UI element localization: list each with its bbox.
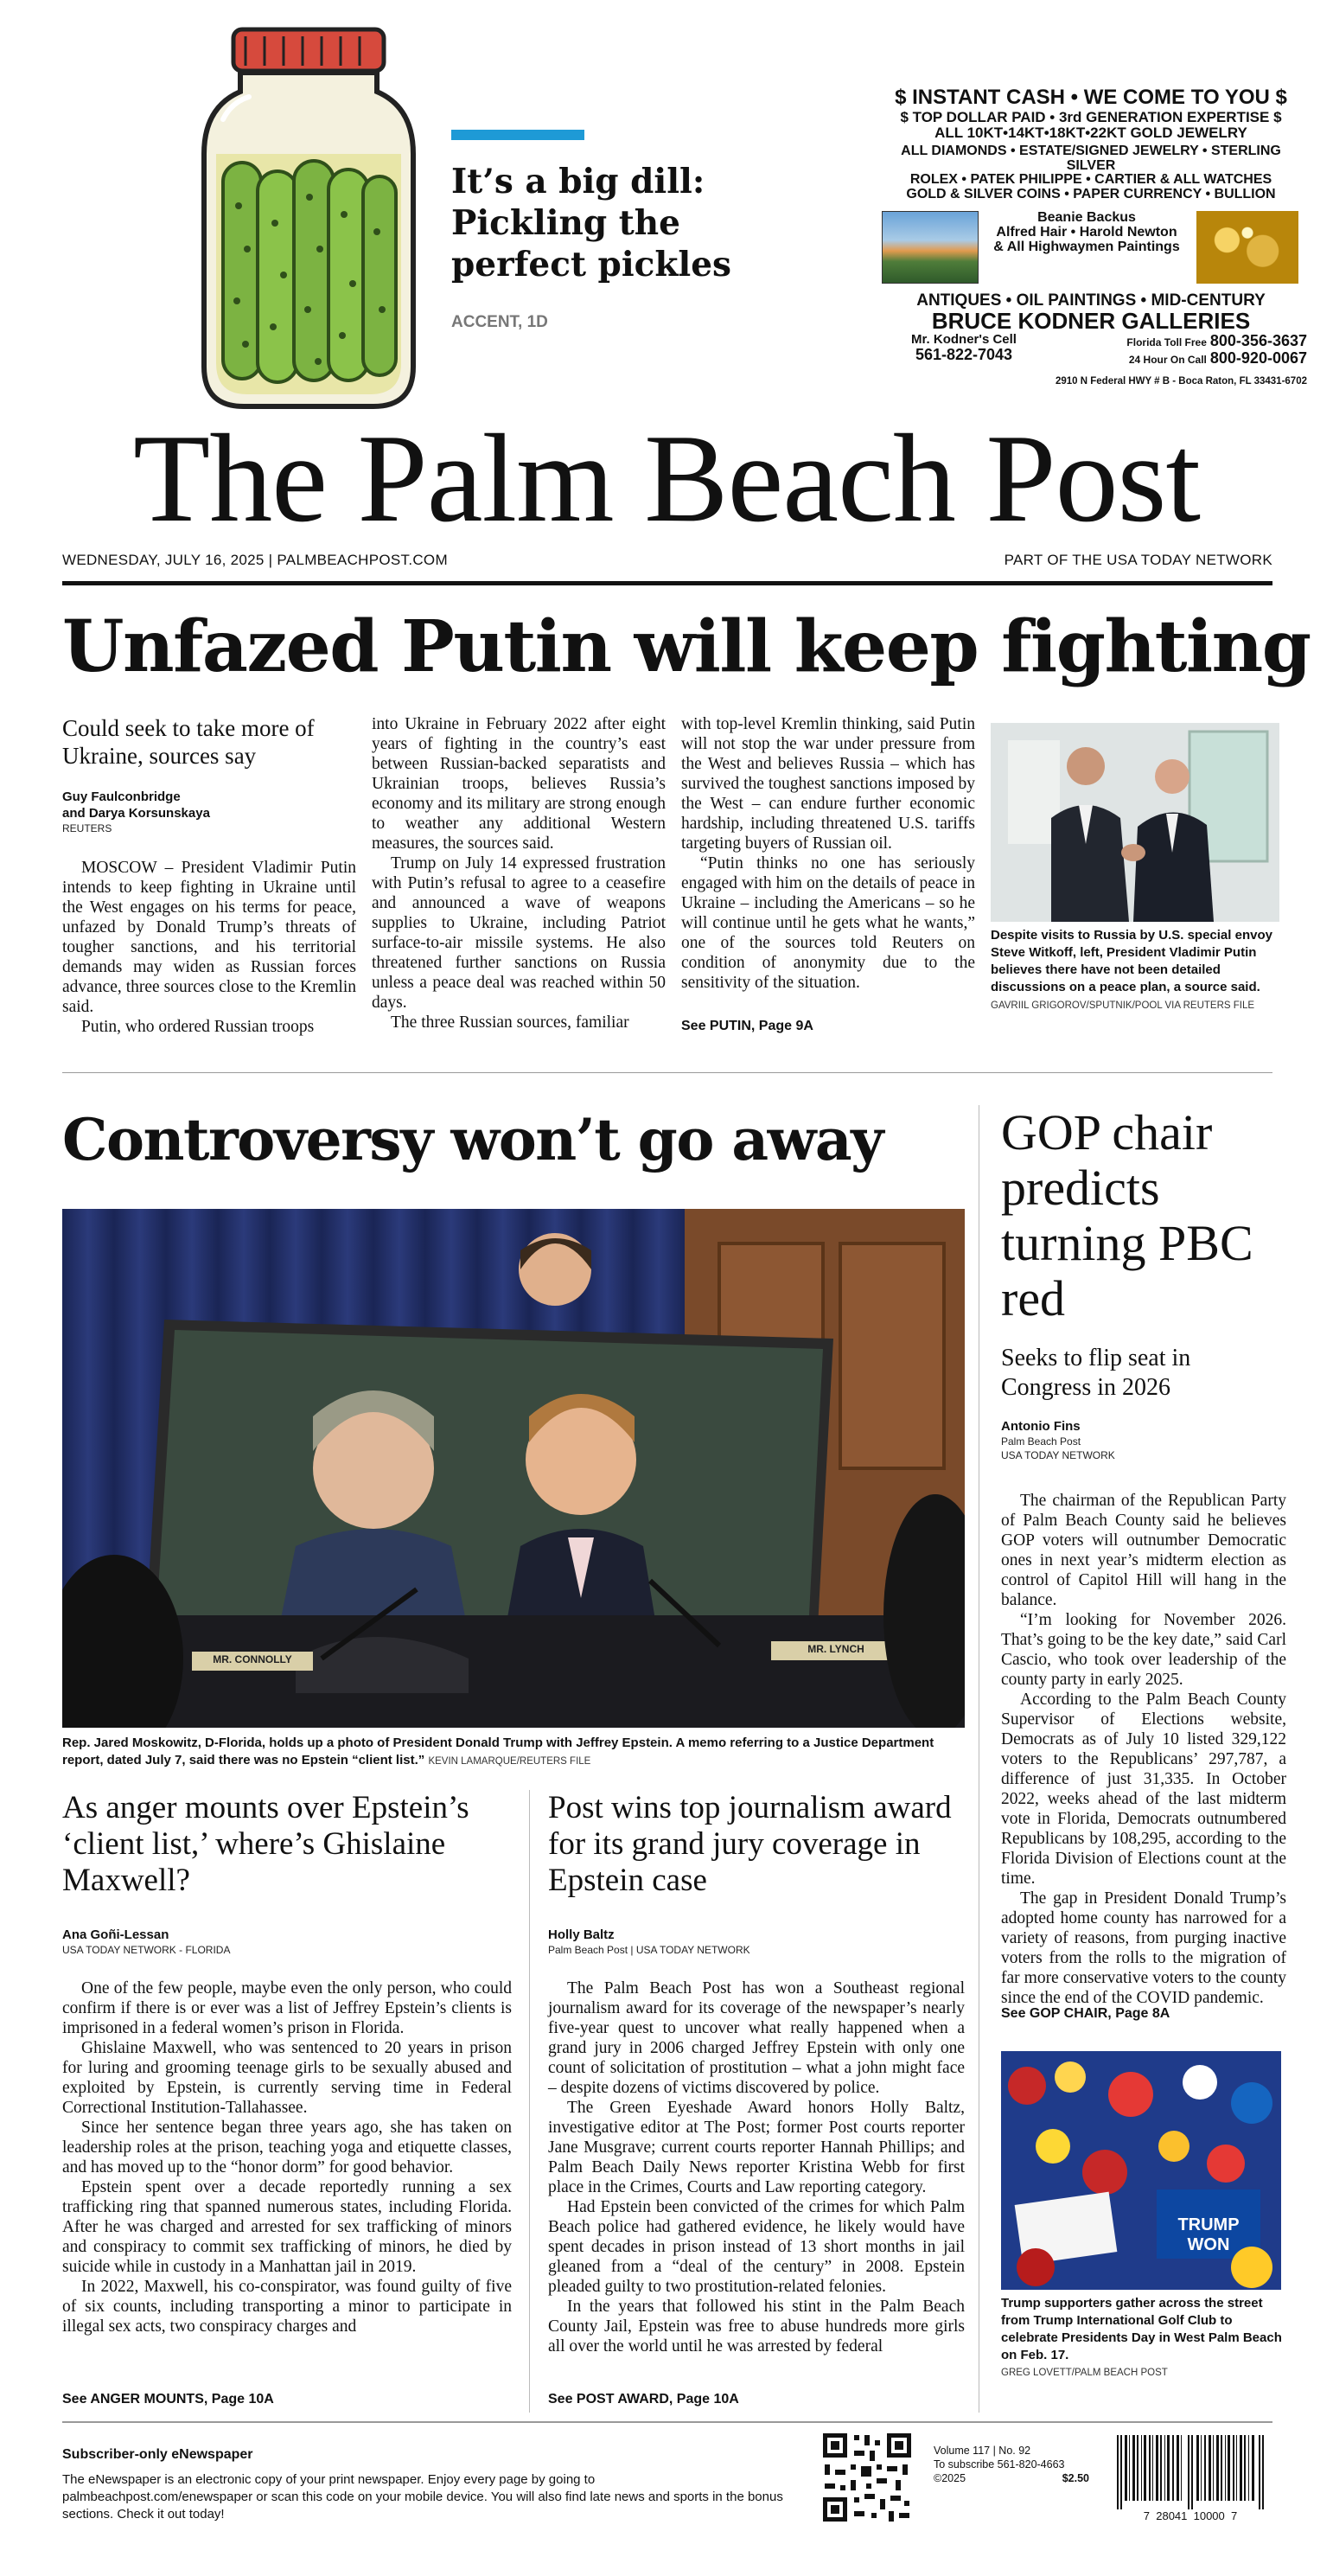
masthead-rule <box>62 581 1272 585</box>
putin-col1-p1: MOSCOW – President Vladimir Putin intends to keep fighting in Ukraine until the West engages on his terms for peace, unfazed by Donald Trump’s threats of tougher sanctions, and his territorial demands may widen as Russian forces advance, three sources close to the Kremlin said. <box>62 859 356 1016</box>
award-p2: The Green Eyeshade Award honors Holly Baltz, investigative editor at The Post; former Post courts reporter Jane Musgrave; current courts reporter Hannah Phillips; and Palm Beach Daily News reporter Kristina Webb for first place in the Crimes, Courts and Law reporting category. <box>548 2099 965 2196</box>
ad-line-1: $ INSTANT CASH • WE COME TO YOU $ <box>895 86 1287 109</box>
ad-kodner[interactable] <box>875 86 1307 385</box>
gop-photo-caption <box>1001 2295 1286 2381</box>
award-p4: In the years that followed his stint in the Palm Beach County Jail, Epstein was free to abuse hundreds more girls all over the world until he was arrested by federal <box>548 2298 965 2355</box>
ad-line-5: ROLEX • PATEK PHILIPPE • CARTIER & ALL WATCHES <box>909 172 1272 188</box>
pickle-jar-illustration <box>197 24 420 412</box>
gop-photo-credit: GREG LOVETT/PALM BEACH POST <box>1001 2368 1168 2378</box>
maxwell-p1: One of the few people, maybe even the only person, who could confirm if there is or ever was a list of Jeffrey Epstein’s clients is imprisoned in a federal women’s prison in Florida. <box>62 1979 512 2037</box>
gop-p4: The gap in President Donald Trump’s adopted home county has narrowed for a variety of reasons, from purging inactive voters from the rolls to the migration of far more conservative voters to the county since the end of the COVID pandemic. <box>1001 1889 1286 2007</box>
epstein-photo-credit: KEVIN LAMARQUE/REUTERS FILE <box>428 1756 591 1767</box>
maxwell-p3: Since her sentence began three years ago, she has taken on leadership roles at the prison, teaching yoga and etiquette classes, and has moved up to the “honor dorm” for good behavior. <box>62 2119 512 2176</box>
epstein-hearing-photo <box>62 1209 965 1728</box>
ad-tollfree-label: Florida Toll Free <box>1126 336 1207 349</box>
gop-p2: “I’m looking for November 2026. That’s going to be the key date,” said Carl Cascio, who took over leadership of the county party in early 2025. <box>1001 1611 1286 1689</box>
epstein-headline[interactable]: Controversy won’t go away <box>62 1106 883 1173</box>
award-org: Palm Beach Post | USA TODAY NETWORK <box>548 1944 750 1956</box>
putin-col2-p1: into Ukraine in February 2022 after eight years of fighting in the country’s east between Russian-backed separatists and Ukrainian troops, believes Russia’s economy and its military are strong enough to weather any additional Western measures, the sources said. <box>372 715 666 853</box>
putin-col1-p2: Putin, who ordered Russian troops <box>81 1018 315 1036</box>
masthead-dateline: WEDNESDAY, JULY 16, 2025 | PALMBEACHPOST.COM <box>62 552 448 568</box>
award-headline[interactable]: Post wins top journalism award for its grand jury coverage in Epstein case <box>548 1790 952 1898</box>
maxwell-org: USA TODAY NETWORK - FLORIDA <box>62 1944 231 1956</box>
award-body <box>548 1978 965 2356</box>
masthead-title[interactable]: The Palm Beach Post <box>133 408 1200 548</box>
ad-artists-1: Beanie Backus <box>1037 210 1136 226</box>
putin-headline[interactable]: Unfazed Putin will keep fighting <box>62 605 1311 688</box>
putin-col-2 <box>372 714 666 1032</box>
award-p3: Had Epstein been convicted of the crimes for which Palm Beach police had gathered evidence, he likely would have spent decades in prison instead of 13 short months in jail gleaned from a “deal of the century” in 2008. Epstein pleaded guilty to two prostitution-related felonies. <box>548 2198 965 2296</box>
gop-p3: According to the Palm Beach County Supervisor of Elections website, Democrats as of July 10 listed 329,122 voters to the Republicans’ 297,787, a difference of just 31,335. In October 2022, weeks ahead of the last midterm vote in Florida, Democrats outnumbered Republicans by 108,295, according to the Florida Division of Elections count at the time. <box>1001 1691 1286 1888</box>
promo-headline[interactable]: It’s a big dill: Pickling the perfect pickles <box>451 162 731 284</box>
ad-line-2: $ TOP DOLLAR PAID • 3rd GENERATION EXPERTISE $ <box>900 109 1282 126</box>
putin-col2-p2: Trump on July 14 expressed frustration with Putin’s refusal to agree to a ceasefire and announced a wave of weapons supplies to Ukraine, including Patriot surface-to-air missile systems. He also threatened further sanctions on Russia unless a peace deal was reached within 50 days. <box>372 854 666 1012</box>
footer-copyright: ©2025 <box>934 2472 966 2484</box>
gop-org-1: Palm Beach Post <box>1001 1435 1081 1448</box>
putin-caption-text: Despite visits to Russia by U.S. special envoy Steve Witkoff, left, President Vladimir Putin believes there have not been detailed discussions on a peace plan, a source said. <box>991 928 1272 994</box>
maxwell-jump-link[interactable]: See ANGER MOUNTS, Page 10A <box>62 2392 274 2407</box>
putin-subhead: Could seek to take more of Ukraine, sources say <box>62 715 315 769</box>
epstein-caption-text: Rep. Jared Moskowitz, D-Florida, holds up a photo of President Donald Trump with Jeffrey Epstein. A memo referring to a Justice Department report, dated July 7, said there was no Epstein “client list.” <box>62 1735 934 1767</box>
enews-title: Subscriber-only eNewspaper <box>62 2447 253 2462</box>
trump-supporters-photo <box>1001 2051 1281 2290</box>
footer-volume: Volume 117 | No. 92 <box>934 2445 1031 2457</box>
putin-author-1: Guy Faulconbridge <box>62 789 181 804</box>
putin-witkoff-photo <box>991 723 1279 922</box>
ad-oncall-number[interactable]: 800-920-0067 <box>1209 349 1307 368</box>
ad-gallery-name: BRUCE KODNER GALLERIES <box>931 308 1251 334</box>
ad-artists-3: & All Highwaymen Paintings <box>993 239 1180 254</box>
ad-cell-number[interactable]: 561-822-7043 <box>915 346 1013 364</box>
footer-subscribe[interactable]: To subscribe 561-820-4663 <box>934 2458 1065 2471</box>
enews-qr-code[interactable] <box>820 2430 915 2525</box>
maxwell-p4: Epstein spent over a decade reportedly running a sex trafficking ring that spanned numerous states, including Florida. After he was charged and arrested for sex trafficking of minors and conspiracy to commit sex trafficking of minors, he died by suicide while in custody in a Manhattan jail in 2019. <box>62 2178 512 2276</box>
award-jump-link[interactable]: See POST AWARD, Page 10A <box>548 2392 739 2407</box>
column-divider-1 <box>529 1790 530 2413</box>
putin-author-2: and Darya Korsunskaya <box>62 806 210 821</box>
putin-jump-link[interactable]: See PUTIN, Page 9A <box>681 1019 813 1033</box>
award-p1: The Palm Beach Post has won a Southeast regional journalism award for its coverage of the newspaper’s nearly five-year quest to uncover what really happened when a grand jury in 2006 charged Jeffrey Epstein with only one count of solicitation of prostitution – what a john might face – despite dozens of victims discovered by police. <box>548 1979 965 2097</box>
ad-cell-label: Mr. Kodner's Cell <box>911 332 1017 348</box>
ad-painting-image <box>882 211 979 284</box>
gop-author: Antonio Fins <box>1001 1419 1081 1434</box>
footer-rule <box>62 2421 1272 2423</box>
nameplate-connolly: MR. CONNOLLY <box>213 1653 292 1665</box>
putin-col-3 <box>681 714 975 993</box>
ad-oncall-label: 24 Hour On Call <box>1128 354 1207 367</box>
putin-col3-p1: with top-level Kremlin thinking, said Putin will not stop the war under pressure from the West and believes Russia – which has survived the toughest sanctions imposed by the West – can endure further economic hardship, including threatened U.S. tariffs targeting buyers of Russian oil. <box>681 715 975 853</box>
ad-jewelry-image <box>1196 211 1298 284</box>
gop-org-2: USA TODAY NETWORK <box>1001 1449 1115 1461</box>
putin-col2-p3: The three Russian sources, familiar <box>391 1013 629 1032</box>
maxwell-author: Ana Goñi-Lessan <box>62 1927 169 1942</box>
supporters-sign-text: TRUMP WON <box>1177 2215 1240 2254</box>
enews-text: The eNewspaper is an electronic copy of your print newspaper. Enjoy every page by going to palmbeachpost.com/enewspaper or scan this code on your mobile device. You will also find late news and sports in the bonus sections. Check it out today! <box>62 2472 783 2522</box>
gop-caption-text: Trump supporters gather across the street from Trump International Golf Club to celebrate Presidents Day in West Palm Beach on Feb. 17. <box>1001 2296 1282 2362</box>
putin-col-1 <box>62 858 356 1037</box>
nameplate-lynch: MR. LYNCH <box>807 1643 864 1655</box>
putin-col3-p2: “Putin thinks no one has seriously engaged with him on the details of peace in Ukraine – including the Americans – so he will continue until he gets what he wants,” one of the sources told Reuters on condition of anonymity due to the sensitivity of the situation. <box>681 854 975 992</box>
ad-artists-2: Alfred Hair • Harold Newton <box>996 224 1177 240</box>
putin-section-divider <box>62 1072 1272 1073</box>
putin-org: REUTERS <box>62 822 112 834</box>
award-author: Holly Baltz <box>548 1927 615 1942</box>
gop-body <box>1001 1491 1286 2008</box>
ad-tollfree-number[interactable]: 800-356-3637 <box>1209 332 1307 350</box>
putin-photo-credit: GAVRIIL GRIGOROV/SPUTNIK/POOL VIA REUTERS FILE <box>991 1000 1255 1011</box>
ad-line-7: ANTIQUES • OIL PAINTINGS • MID-CENTURY <box>916 291 1266 310</box>
ad-line-4: ALL DIAMONDS • ESTATE/SIGNED JEWELRY • STERLING SILVER <box>901 143 1281 173</box>
maxwell-p5: In 2022, Maxwell, his co-conspirator, was found guilty of five of six counts, including transporting a minor to participate in illegal sex acts, two conspiracy charges and <box>62 2278 512 2336</box>
upc-barcode <box>1108 2435 1272 2525</box>
epstein-photo-caption <box>62 1735 965 1770</box>
barcode-digits: 7 28041 10000 7 <box>1143 2509 1238 2522</box>
putin-photo-caption <box>991 927 1279 1014</box>
gop-subhead: Seeks to flip seat in Congress in 2026 <box>1001 1345 1191 1401</box>
maxwell-body <box>62 1978 512 2336</box>
ad-address: 2910 N Federal HWY # B - Boca Raton, FL 33431-6702 <box>1055 376 1307 387</box>
footer-price: $2.50 <box>1062 2472 1089 2484</box>
ad-line-3: ALL 10KT•14KT•18KT•22KT GOLD JEWELRY <box>934 125 1247 142</box>
maxwell-headline[interactable]: As anger mounts over Epstein’s ‘client list,’ where’s Ghislaine Maxwell? <box>62 1790 469 1898</box>
promo-accent-bar <box>451 130 584 140</box>
gop-jump-link[interactable]: See GOP CHAIR, Page 8A <box>1001 2006 1170 2021</box>
masthead-network: PART OF THE USA TODAY NETWORK <box>1004 552 1272 568</box>
maxwell-p2: Ghislaine Maxwell, who was sentenced to 20 years in prison for luring and grooming teenage girls to be sexually abused and exploited by Epstein, is currently serving time in Federal Correctional Institution-Tallahassee. <box>62 2039 512 2117</box>
gop-p1: The chairman of the Republican Party of Palm Beach County said he believes GOP voters will outnumber Democratic ones in next year’s midterm election as control of Capitol Hill will hang in the balance. <box>1001 1492 1286 1609</box>
ad-line-6: GOLD & SILVER COINS • PAPER CURRENCY • BULLION <box>906 187 1276 202</box>
gop-headline[interactable]: GOP chair predicts turning PBC red <box>1001 1104 1253 1326</box>
promo-section-label: ACCENT, 1D <box>451 313 548 331</box>
